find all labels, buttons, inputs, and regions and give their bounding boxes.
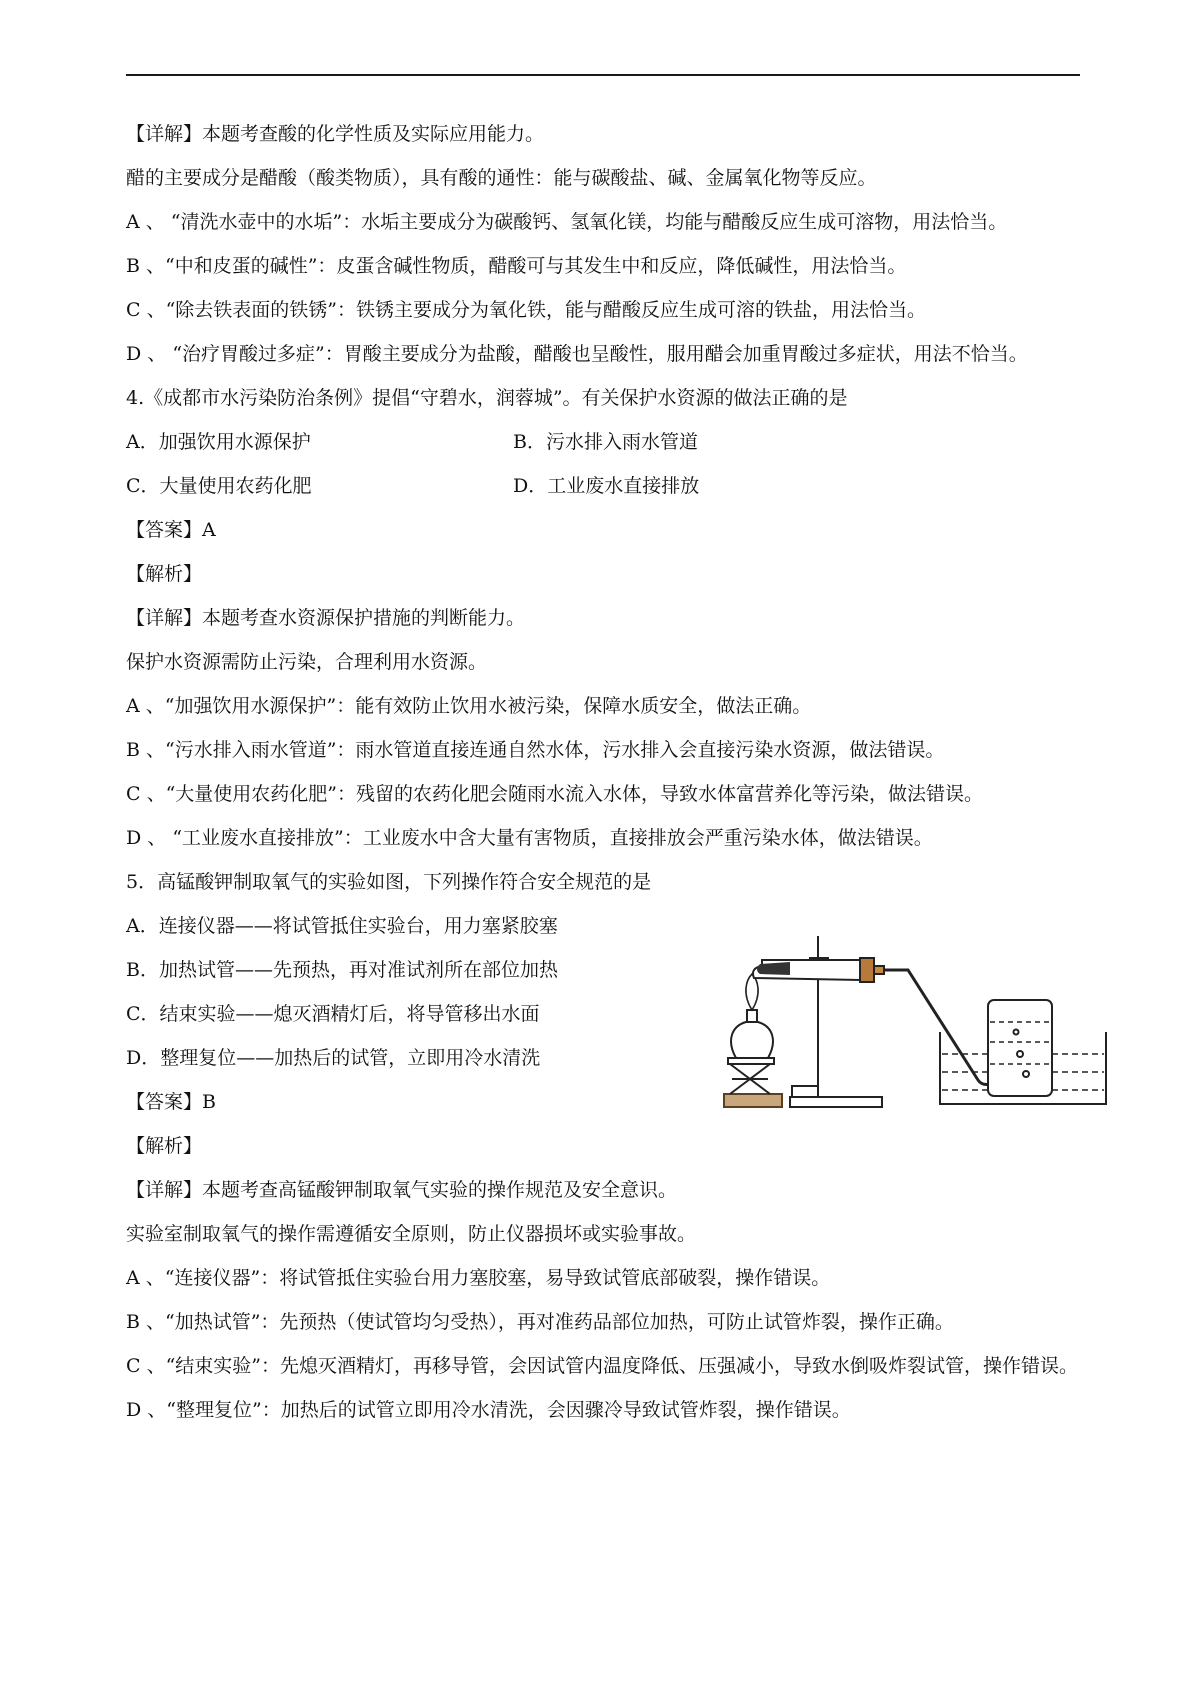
q4-exp-b: B 、“污水排入雨水管道”：雨水管道直接连通自然水体，污水排入会直接污染水资源，做法错误。 [126,739,945,761]
q4-options-row-1 [126,420,1084,464]
q5-intro: 实验室制取氧气的操作需遵循安全原则，防止仪器损坏或实验事故。 [126,1223,697,1245]
q5-detail: 【详解】本题考查高锰酸钾制取氧气实验的操作规范及安全意识。 [126,1179,678,1201]
q4-exp-c: C 、“大量使用农药化肥”：残留的农药化肥会随雨水流入水体，导致水体富营养化等污染，做法错误。 [126,783,984,805]
q4-option-c: C．大量使用农药化肥 [126,475,312,497]
q5-option-c: C．结束实验——熄灭酒精灯后，将导管移出水面 [126,1003,540,1025]
q5-exp-b: B 、“加热试管”：先预热（使试管均匀受热），再对准药品部位加热，可防止试管炸裂，操作正确。 [126,1311,954,1333]
q4-analysis: 【解析】 [126,563,203,585]
q4-option-a: A．加强饮用水源保护 [126,431,311,453]
header-rule [126,74,1080,76]
q5-option-b: B．加热试管——先预热，再对准试剂所在部位加热 [126,959,558,981]
q5-option-a: A．连接仪器——将试管抵住实验台，用力塞紧胶塞 [126,915,558,937]
q5-options-block [126,904,1084,1080]
q5-exp-c: C 、“结束实验”：先熄灭酒精灯，再移导管，会因试管内温度降低、压强减小，导致水倒吸炸裂试管，操作错误。 [126,1355,1079,1377]
q3-intro: 醋的主要成分是醋酸（酸类物质），具有酸的通性：能与碳酸盐、碱、金属氧化物等反应。 [126,167,877,189]
q4-options-row-2 [126,464,1084,508]
q3-exp-a: A 、 “清洗水壶中的水垢”：水垢主要成分为碳酸钙、氢氧化镁，均能与醋酸反应生成可溶物，用法恰当。 [126,211,1008,233]
q3-exp-c: C 、“除去铁表面的铁锈”：铁锈主要成分为氧化铁，能与醋酸反应生成可溶的铁盐，用法恰当。 [126,299,927,321]
q5-analysis: 【解析】 [126,1135,203,1157]
q4-answer: 【答案】A [126,519,216,541]
q5-answer: 【答案】B [126,1091,216,1113]
oxygen-apparatus-figure [720,914,1110,1110]
q4-intro: 保护水资源需防止污染，合理利用水资源。 [126,651,488,673]
q3-detail: 【详解】本题考查酸的化学性质及实际应用能力。 [126,123,545,145]
q4-option-d: D．工业废水直接排放 [513,475,700,497]
q4-stem: 4.《成都市水污染防治条例》提倡“守碧水，润蓉城”。有关保护水资源的做法正确的是 [126,387,848,409]
q4-exp-a: A 、“加强饮用水源保护”：能有效防止饮用水被污染，保障水质安全，做法正确。 [126,695,812,717]
q4-exp-d: D 、 “工业废水直接排放”：工业废水中含大量有害物质，直接排放会严重污染水体，做法错误。 [126,827,933,849]
q3-exp-d: D 、 “治疗胃酸过多症”：胃酸主要成分为盐酸，醋酸也呈酸性，服用醋会加重胃酸过多症状，用法不恰当。 [126,343,1028,365]
q4-detail: 【详解】本题考查水资源保护措施的判断能力。 [126,607,526,629]
q5-option-d: D．整理复位——加热后的试管，立即用冷水清洗 [126,1047,541,1069]
q5-exp-a: A 、“连接仪器”：将试管抵住实验台用力塞胶塞，易导致试管底部破裂，操作错误。 [126,1267,831,1289]
q5-exp-d: D 、“整理复位”：加热后的试管立即用冷水清洗，会因骤冷导致试管炸裂，操作错误。 [126,1399,851,1421]
q3-exp-b: B 、“中和皮蛋的碱性”：皮蛋含碱性物质，醋酸可与其发生中和反应，降低碱性，用法恰当。 [126,255,907,277]
q4-option-b: B．污水排入雨水管道 [513,431,698,453]
document-body [126,112,1084,1432]
q5-stem: 5．高锰酸钾制取氧气的实验如图，下列操作符合安全规范的是 [126,871,652,893]
